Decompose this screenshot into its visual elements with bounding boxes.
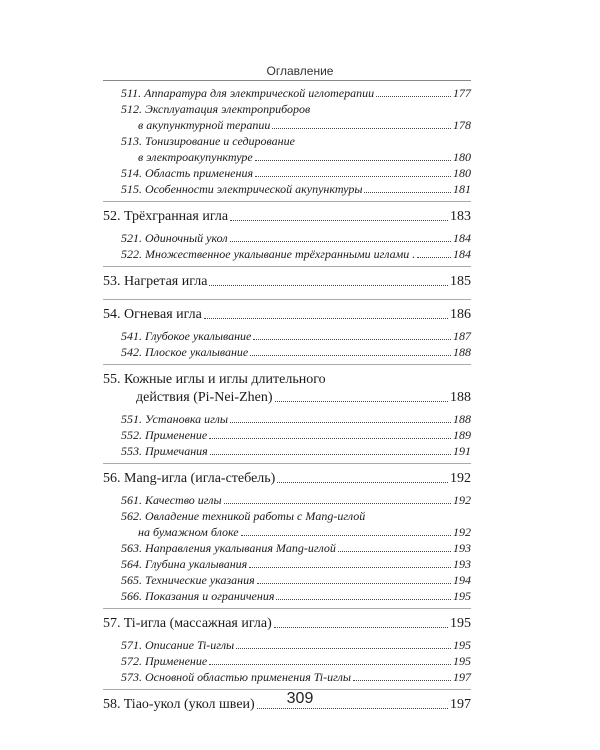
toc-subentry[interactable] bbox=[121, 345, 471, 360]
toc-page-number: 186 bbox=[450, 307, 471, 322]
toc-entry-title: действия (Pi-Nei-Zhen) bbox=[136, 390, 273, 405]
section-divider bbox=[103, 201, 471, 202]
toc-subentry-title: 514. Область применения bbox=[121, 166, 254, 180]
section-divider bbox=[103, 266, 471, 267]
leader-dots bbox=[274, 627, 448, 628]
toc-page-number: 194 bbox=[453, 573, 471, 587]
leader-dots bbox=[253, 339, 451, 340]
leader-dots bbox=[255, 160, 451, 161]
toc-page-number: 193 bbox=[453, 557, 471, 571]
toc-subentry-title: 573. Основной областью применения Ti-иглы bbox=[121, 670, 351, 684]
toc-entry[interactable] bbox=[103, 274, 471, 290]
toc-page-number: 184 bbox=[453, 231, 471, 245]
toc-subentry-title: 522. Множественное укалывание трёхгранными иглами . bbox=[121, 247, 416, 261]
leader-dots bbox=[249, 567, 451, 568]
leader-dots bbox=[209, 285, 448, 286]
toc-subentry[interactable] bbox=[121, 329, 471, 344]
toc-page-number: 195 bbox=[453, 638, 471, 652]
leader-dots bbox=[338, 551, 451, 552]
page-number: 309 bbox=[286, 690, 314, 707]
toc-subentry[interactable] bbox=[121, 231, 471, 246]
toc-subentry-title: 521. Одиночный укол bbox=[121, 231, 228, 245]
toc-page-number: 192 bbox=[450, 471, 471, 486]
toc-page-number: 195 bbox=[453, 589, 471, 603]
toc-subentry[interactable] bbox=[121, 654, 471, 669]
toc-entry[interactable] bbox=[136, 390, 471, 406]
leader-dots bbox=[204, 318, 448, 319]
toc-page-number: 180 bbox=[453, 166, 471, 180]
section-divider bbox=[103, 463, 471, 464]
leader-dots bbox=[236, 648, 451, 649]
toc-page-number: 183 bbox=[450, 209, 471, 224]
leader-dots bbox=[257, 708, 448, 709]
toc-page-number: 192 bbox=[453, 493, 471, 507]
toc-subentry[interactable] bbox=[138, 118, 471, 133]
leader-dots bbox=[353, 680, 451, 681]
toc-page-number: 188 bbox=[453, 412, 471, 426]
toc-subentry-title: в электроакупунктуре bbox=[138, 150, 253, 164]
toc-subentry-title: 571. Описание Ti-иглы bbox=[121, 638, 235, 652]
section-divider bbox=[103, 299, 471, 300]
leader-dots bbox=[241, 535, 451, 536]
toc-subentry-title: 511. Аппаратура для электрической иглотерапии bbox=[121, 86, 375, 100]
toc-subentry[interactable] bbox=[121, 166, 471, 181]
toc-subentry[interactable] bbox=[138, 525, 471, 540]
toc-page-number: 188 bbox=[453, 345, 471, 359]
toc-subentry[interactable] bbox=[121, 541, 471, 556]
leader-dots bbox=[210, 454, 451, 455]
toc-subentry[interactable] bbox=[121, 444, 471, 459]
toc-subentry-title: 566. Показания и ограничения bbox=[121, 589, 275, 603]
toc-entry[interactable] bbox=[103, 616, 471, 632]
toc-subentry-title: 572. Применение bbox=[121, 654, 208, 668]
toc-entry[interactable] bbox=[103, 471, 471, 487]
leader-dots bbox=[255, 176, 451, 177]
toc-subentry[interactable] bbox=[121, 589, 471, 604]
toc-subentry-title: 513. Тонизирование и седирование bbox=[121, 134, 295, 148]
toc-entry-title: 57. Ti-игла (массажная игла) bbox=[103, 616, 272, 631]
toc-subentry-title: 561. Качество иглы bbox=[121, 493, 222, 507]
toc-page-number: 185 bbox=[450, 274, 471, 289]
toc-subentry-title: 541. Глубокое укалывание bbox=[121, 329, 252, 343]
running-header: Оглавление bbox=[266, 64, 334, 78]
leader-dots bbox=[209, 438, 451, 439]
leader-dots bbox=[364, 192, 451, 193]
leader-dots bbox=[417, 257, 451, 258]
leader-dots bbox=[277, 482, 448, 483]
toc-page-number: 195 bbox=[453, 654, 471, 668]
toc-subentry[interactable] bbox=[121, 412, 471, 427]
toc-page-number: 177 bbox=[453, 86, 471, 100]
toc-entry-title: 52. Трёхгранная игла bbox=[103, 209, 229, 224]
leader-dots bbox=[230, 422, 451, 423]
toc-subentry[interactable] bbox=[121, 638, 471, 653]
toc-subentry-title: 553. Примечания bbox=[121, 444, 208, 458]
section-divider bbox=[103, 608, 471, 609]
toc-subentry[interactable] bbox=[121, 86, 471, 101]
toc-page-number: 191 bbox=[453, 444, 471, 458]
toc-entry-title: 54. Огневая игла bbox=[103, 307, 202, 322]
toc-page-number: 195 bbox=[450, 616, 471, 631]
toc-entry-title: 56. Mang-игла (игла-стебель) bbox=[103, 471, 276, 486]
leader-dots bbox=[257, 583, 451, 584]
toc-page-number: 193 bbox=[453, 541, 471, 555]
toc-entry-title: 58. Tiao-укол (укол швеи) bbox=[103, 697, 255, 712]
toc-subentry-title: 562. Овладение техникой работы с Mang-иглой bbox=[121, 509, 366, 523]
leader-dots bbox=[376, 96, 451, 97]
toc-page-number: 180 bbox=[453, 150, 471, 164]
toc-entry[interactable] bbox=[103, 307, 471, 323]
toc-subentry[interactable] bbox=[121, 428, 471, 443]
toc-entry[interactable] bbox=[103, 209, 471, 225]
toc-subentry[interactable] bbox=[121, 247, 471, 262]
toc-subentry[interactable] bbox=[121, 670, 471, 685]
toc-page-number: 197 bbox=[453, 670, 471, 684]
toc-page-number: 192 bbox=[453, 525, 471, 539]
toc-page-number: 181 bbox=[453, 182, 471, 196]
leader-dots bbox=[276, 599, 451, 600]
toc-subentry[interactable] bbox=[121, 573, 471, 588]
toc-subentry[interactable] bbox=[138, 150, 471, 165]
leader-dots bbox=[230, 241, 451, 242]
toc-subentry[interactable] bbox=[121, 557, 471, 572]
toc-page-number: 197 bbox=[450, 697, 471, 712]
toc-subentry-title: 542. Плоское укалывание bbox=[121, 345, 249, 359]
toc-page-number: 189 bbox=[453, 428, 471, 442]
toc-entry-title: 53. Нагретая игла bbox=[103, 274, 208, 289]
leader-dots bbox=[272, 128, 451, 129]
toc-subentry-title: 565. Технические указания bbox=[121, 573, 255, 587]
toc-subentry-title: 515. Особенности электрической акупунктуры bbox=[121, 182, 363, 196]
toc-subentry[interactable] bbox=[121, 182, 471, 197]
toc-subentry-title: 563. Направления укалывания Mang-иглой bbox=[121, 541, 336, 555]
toc-subentry-title: 512. Эксплуатация электроприборов bbox=[121, 102, 311, 116]
leader-dots bbox=[209, 664, 451, 665]
toc-page-number: 184 bbox=[453, 247, 471, 261]
toc-subentry-title: 564. Глубина укалывания bbox=[121, 557, 248, 571]
toc-subentry-title: в акупунктурной терапии bbox=[138, 118, 271, 132]
toc-subentry-title: 552. Применение bbox=[121, 428, 208, 442]
leader-dots bbox=[230, 220, 448, 221]
toc-subentry-title: на бумажном блоке bbox=[138, 525, 239, 539]
toc-page-number: 178 bbox=[453, 118, 471, 132]
section-divider bbox=[103, 364, 471, 365]
toc-subentry-title: 551. Установка иглы bbox=[121, 412, 229, 426]
leader-dots bbox=[275, 401, 448, 402]
toc-entry-title: 55. Кожные иглы и иглы длительного bbox=[103, 372, 326, 387]
leader-dots bbox=[224, 503, 451, 504]
toc-page-number: 188 bbox=[450, 390, 471, 405]
leader-dots bbox=[250, 355, 451, 356]
toc-subentry[interactable] bbox=[121, 493, 471, 508]
toc-page-number: 187 bbox=[453, 329, 471, 343]
